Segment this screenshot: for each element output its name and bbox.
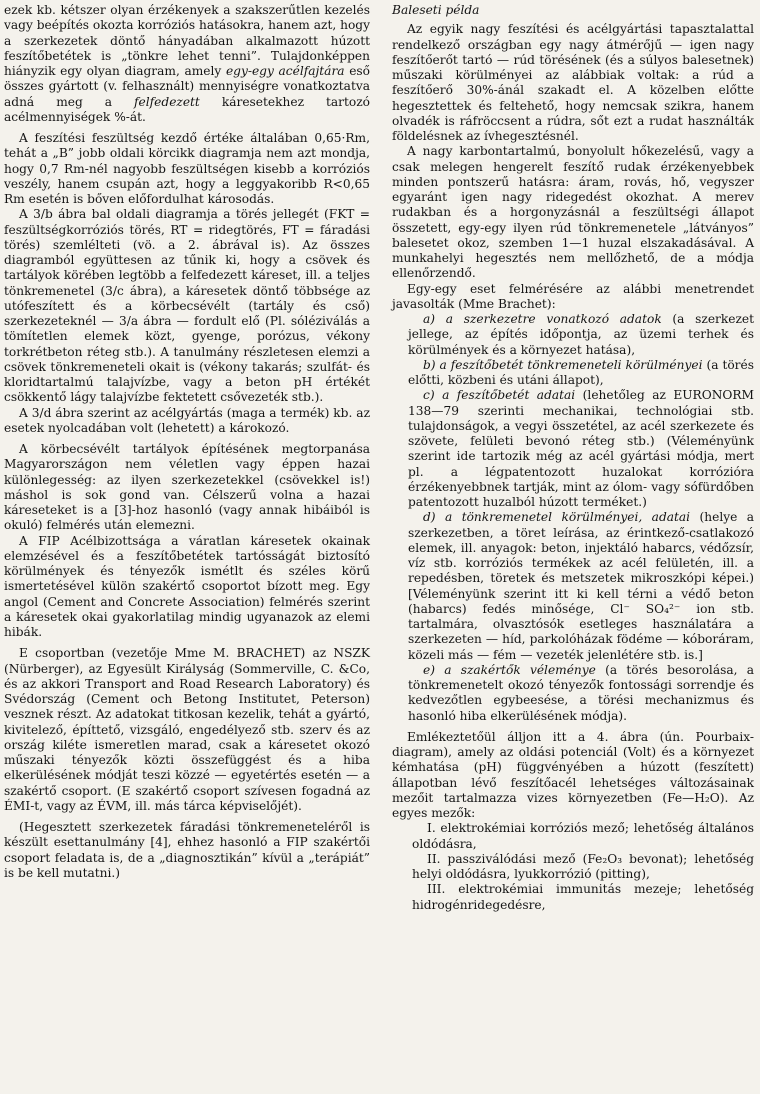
paragraph: Emlékeztetőül álljon itt a 4. ábra (ún. Pourbaix-diagram), amely az oldási potenciál (Volt) és a környezet kémhatása (pH) függvényében a húzott (feszített) állapotban lévő feszítőacél lehetséges változásainak mezőit tartalmazza vizes környezetben (Fe—H₂O). Az egyes mezők: bbox=[392, 729, 754, 820]
text-run: káresetekhez tartozó acélmennyiségek %-át. bbox=[4, 94, 370, 124]
list-text: (a szerkezet jellege, az építés időpontja, az üzemi terhek és körülmények és a környezet hatása), bbox=[408, 312, 754, 357]
roman-numeral: II. bbox=[427, 851, 441, 866]
text-run: ezek kb. kétszer olyan érzékenyek a szakszerűtlen kezelés vagy beépítés okozta korróziós hatásokra, hanem azt, hogy a szerkezetek döntő hányadában alkalmazott húzott feszítőbetétek is „tönkre lehet tenni”. Tulajdonképpen hiányzik egy olyan diagram, amely bbox=[4, 3, 370, 78]
roman-text: elektrokémiai immunitás mezeje; lehetőség hidrogénridegedésre, bbox=[412, 882, 755, 912]
roman-numeral: I. bbox=[427, 821, 436, 836]
roman-list-item bbox=[392, 821, 754, 852]
section-heading: Baleseti példa bbox=[392, 3, 480, 17]
list-item bbox=[392, 312, 754, 358]
list-title: a feszítőbetét tönkremeneteli körülményei bbox=[439, 357, 703, 372]
paragraph: A 3/d ábra szerint az acélgyártás (maga a termék) kb. az esetek nyolcadában volt (lehetett) a károkozó. bbox=[4, 405, 370, 435]
roman-list-item bbox=[392, 882, 754, 913]
paragraph: A nagy karbontartalmú, bonyolult hőkezelésű, vagy a csak melegen hengerelt feszítő rudak érzékenyebbek minden pontszerű hatásra: áram, rovás, hő, vegyszer egyaránt igen nagy ridegedést okozhat. A merev rudakban és a horgonyzásnál a feszültségi állapot összetett, egy-egy ilyen rúd tönkremenetele „látványos” balesetet okoz, szemben 1—1 huzal elszakadásával. A munkahelyi hegesztés nem mellőzhető, de a módja ellenőrzendő. bbox=[392, 144, 754, 281]
list-item bbox=[392, 358, 754, 389]
left-column bbox=[4, 3, 370, 881]
right-column bbox=[392, 3, 754, 913]
list-item bbox=[392, 663, 754, 724]
list-title: a feszítőbetét adatai bbox=[442, 388, 576, 403]
list-text: (a törés előtti, közbeni és utáni állapot), bbox=[408, 357, 754, 387]
emphasis: felfedezett bbox=[134, 94, 200, 109]
list-text: (lehetőleg az EURONORM 138—79 szerinti mechanikai, technológiai stb. tulajdonságok, a vegyi összetétel, az acél szerkezete és szövete, felületi bevonó réteg stb.) (Véleményünk szerint ide tartozik még az acél gyártási módja, mert pl. a légpatentozott huzalokat korrózióra érzékenyebbnek tartják, mint az ólom- vagy sófürdőben patentozott huzalból húzott terméket.) bbox=[408, 388, 754, 509]
list-title: a tönkremenetel körülményei, adatai bbox=[445, 510, 691, 525]
text-run: eső összes gyártott (v. felhasznált) mennyiségre vonatkoztatva adná meg a bbox=[4, 64, 370, 109]
paragraph-intro bbox=[4, 3, 370, 125]
paragraph: A 3/b ábra bal oldali diagramja a törés jellegét (FKT = feszültségkorróziós törés, RT = ridegtörés, FT = fáradási törés) szemlélteti (vö. a 2. ábrával is). Az összes diagramból együttesen az tűnik ki, hogy a csövek és tartályok körében legtöbb a felfedezett káreset, ill. a teljes tönkremenetel (3/c ábra), a káresetek döntő többsége az utófeszített és a körbecsévélt (tartály és cső) szerkezeteknél — 3/a ábra — fordult elő (Pl. sóléziválás a tömítetlen elemek közt, gyenge, porózus, vékony torkrétbeton réteg stb.). A tanulmány részletesen elemzi a csövek tönkremeneteli okait is (vékony takarás; szulfát- és kloridtartalmú talajvízbe, vagy a beton pH értékét csökkentő lágy talajvízbe fektetett csővezeték stb.). bbox=[4, 207, 370, 405]
roman-list-item bbox=[392, 852, 754, 883]
list-item bbox=[392, 388, 754, 510]
list-label: c) bbox=[423, 388, 435, 403]
paragraph: A FIP Acélbizottsága a váratlan káresetek okainak elemzésével és a feszítőbetétek tartósságát biztosító körülmények és tényezők ismétlt és széles körű ismertetésével külön szakértő csoportot bízott meg. Egy angol (Cement and Concrete Association) felmérés szerint a káresetek okai gyakorlatilag mindig ugyanazok az elemi hibák. bbox=[4, 533, 370, 639]
list-label: a) bbox=[423, 312, 436, 326]
list-label: b) bbox=[423, 357, 436, 372]
paragraph: Az egyik nagy feszítési és acélgyártási tapasztalattal rendelkező országban egy nagy átmérőjű — igen nagy feszítőerőt tartó — rúd törésének (és a súlyos balesetnek) műszaki körülményei az alábbiak voltak: a rúd a feszítőerő 30%-ánál szakadt el. A közelben előtte hegesztettek és feltehető, hogy nemcsak szikra, hanem olvadék is ráfröccsent a rúdra, sőt ezt a rudat használták földelésnek az ívhegesztésnél. bbox=[392, 22, 754, 143]
list-item bbox=[392, 510, 754, 663]
paragraph: A körbecsévélt tartályok építésének megtorpanása Magyarországon nem véletlen vagy éppen hazai különlegesség: az ilyen szerkezetekkel (csövekkel is!) máshol is sok gond van. Célszerű volna a hazai káreseteket is a [3]-hoz hasonló (vagy annak hibáiból is okuló) felmérés után elemezni. bbox=[4, 442, 370, 533]
roman-text: passziválódási mező (Fe₂O₃ bevonat); lehetőség helyi oldódásra, lyukkorrózió (pitting), bbox=[412, 851, 754, 881]
paragraph: A feszítési feszültség kezdő értéke általában 0,65·Rm, tehát a „B” jobb oldali körcikk diagramja nem azt mondja, hogy 0,7 Rm-nél nagyobb feszültségen kisebb a korróziós veszély, hanem csupán azt, hogy a leggyakoribb R<0,65 Rm esetén is bőven előfordulhat károsodás. bbox=[4, 131, 370, 206]
list-title: a szakértők véleménye bbox=[444, 662, 596, 677]
list-label: e) bbox=[423, 662, 435, 677]
emphasis: egy-egy acélfajtára bbox=[225, 64, 345, 78]
paragraph: E csoportban (vezetője Mme M. BRACHET) az NSZK (Nürberger), az Egyesült Királyság (Sommerville, C. &Co, és az akkori Transport and Road Research Laboratory) és Svédország (Cement och Betong Institutet, Peterson) vesznek részt. Az adatokat titkosan kezelik, tehát a gyártó, kivitelező, építtető, vizsgáló, engedélyező stb. szerv és az ország kiléte ismeretlen marad, csak a káresetet okozó műszaki tényezők közti összefüggést és a hiba elkerülésének módját teszi közzé — egyetértés esetén — a szakértő csoport. (E szakértő csoport szívesen fogadná az ÉMI-t, vagy az ÉVM, ill. más tárca képviselőjét). bbox=[4, 646, 370, 813]
list-title: a szerkezetre vonatkozó adatok bbox=[445, 312, 662, 326]
list-text: (helye a szerkezetben, a töret leírása, az érintkező-csatlakozó elemek, ill. anyagok: beton, injektáló habarcs, védőzsír, víz stb. korróziós termékek az acél felületén, ill. a repedésben, töretek és metszetek mikroszkópi képei.) [Véleményünk szerint itt ki kell térni a védő beton (habarcs) fedés minősége, Cl⁻ SO₄²⁻ ion stb. tartalmára, olvasztósók esetleges használatára a szerkezeten — híd, parkolóházak födéme — kóboráram, közeli más — fém — vezeték jelenlétére stb. is.] bbox=[408, 510, 755, 662]
paragraph: Egy-egy eset felmérésére az alábbi menetrendet javasolták (Mme Brachet): bbox=[392, 281, 754, 311]
roman-numeral: III. bbox=[427, 882, 446, 897]
list-text: (a törés besorolása, a tönkremenetelt okozó tényezők fontossági sorrendje és kedvezőtlen egybeesése, a törési mechanizmus és hasonló hiba elkerülésének módja). bbox=[408, 662, 755, 723]
list-label: d) bbox=[423, 510, 436, 525]
roman-text: elektrokémiai korróziós mező; lehetőség általános oldódásra, bbox=[412, 821, 754, 851]
paragraph: (Hegesztett szerkezetek fáradási tönkremeneteléről is készült esettanulmány [4], ehhez hasonló a FIP szakértői csoport feladata is, de a „diagnosztikán” kívül a „terápiát” is be kell mutatni.) bbox=[4, 820, 370, 880]
